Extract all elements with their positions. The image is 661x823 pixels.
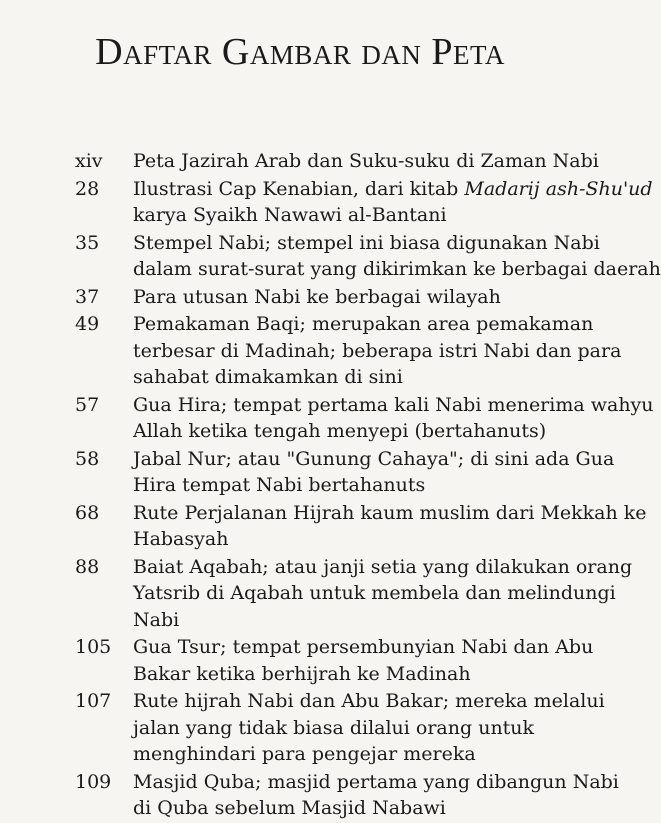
figure-description — [133, 311, 621, 391]
book-title-italic: Madarij ash-Shu'ud — [464, 177, 653, 200]
page-number: 58 — [75, 447, 100, 470]
description-line: Stempel Nabi; stempel ini biasa digunakan Nabi — [133, 231, 600, 254]
list-item — [75, 688, 605, 768]
description-line: Peta Jazirah Arab dan Suku-suku di Zaman Nabi — [133, 150, 599, 172]
list-item — [75, 311, 622, 391]
list-item — [75, 176, 653, 229]
description-line: Habasyah — [133, 528, 229, 550]
page-number: 57 — [75, 393, 100, 416]
list-item — [75, 446, 615, 499]
description-line: Gua Tsur; tempat persembunyian Nabi dan Abu — [133, 636, 594, 658]
description-line: menghindari para pengejar mereka — [133, 743, 476, 765]
description-line: Gua Hira; tempat pertama kali Nabi menerima wahyu — [133, 393, 654, 416]
description-line: Para utusan Nabi ke berbagai wilayah — [133, 285, 501, 308]
page-number: 37 — [75, 285, 100, 308]
description-line: Baiat Aqabah; atau janji setia yang dilakukan orang — [133, 555, 633, 578]
description-line: sahabat dimakamkan di sini — [133, 366, 403, 388]
description-line: Nabi — [133, 608, 180, 631]
page-number: 107 — [75, 690, 112, 712]
page-title: Daftar Gambar dan Peta — [95, 31, 505, 73]
page-number: xiv — [75, 150, 103, 172]
page-number: 28 — [75, 177, 100, 200]
figure-description — [133, 284, 585, 311]
figure-description — [133, 148, 599, 175]
list-item — [75, 769, 619, 822]
list-item — [75, 148, 599, 175]
list-item — [75, 500, 647, 553]
description-line: Rute Perjalanan Hijrah kaum muslim dari Mekkah ke — [133, 501, 647, 524]
description-line: Jabal Nur; atau "Gunung Cahaya"; di sini ada Gua — [133, 447, 615, 470]
page-number: 35 — [75, 231, 100, 254]
list-item — [75, 554, 633, 634]
figure-description — [133, 688, 605, 768]
figure-description — [133, 500, 647, 553]
description-line: terbesar di Madinah; beberapa istri Nabi dan para — [133, 339, 622, 362]
description-line: jalan yang tidak biasa dilalui orang untuk — [133, 716, 535, 739]
page-number: 88 — [75, 555, 100, 578]
list-item — [75, 634, 594, 687]
description-line: Allah ketika tengah menyepi (bertahanuts) — [133, 420, 547, 442]
figure-description — [133, 230, 661, 283]
description-line: Masjid Quba; masjid pertama yang dibangun Nabi — [133, 770, 619, 793]
figure-description — [133, 554, 632, 634]
description-line: Pemakaman Baqi; merupakan area pemakaman — [133, 313, 594, 335]
page-number: 109 — [75, 770, 112, 793]
description-text: Ilustrasi Cap Kenabian, dari kitab — [133, 177, 465, 200]
description-line: Yatsrib di Aqabah untuk membela dan melindungi — [133, 582, 616, 604]
description-line: Rute hijrah Nabi dan Abu Bakar; mereka melalui — [133, 690, 605, 712]
list-item — [75, 230, 661, 283]
list-item — [75, 392, 654, 445]
description-line: Hira tempat Nabi bertahanuts — [133, 474, 426, 496]
description-line — [133, 176, 653, 203]
figure-list — [75, 148, 661, 823]
page-number: 105 — [75, 636, 112, 658]
description-line: karya Syaikh Nawawi al-Bantani — [133, 204, 447, 226]
figure-description — [133, 446, 614, 499]
figure-description — [133, 769, 619, 822]
list-item — [75, 284, 585, 311]
description-line: dalam surat-surat yang dikirimkan ke berbagai daerah — [133, 258, 661, 280]
figure-description — [133, 176, 653, 229]
description-line: Bakar ketika berhijrah ke Madinah — [133, 662, 471, 685]
figure-description — [133, 392, 654, 445]
description-line: di Quba sebelum Masjid Nabawi — [133, 797, 446, 819]
page-number: 68 — [75, 501, 100, 524]
figure-description — [133, 634, 593, 687]
page-number: 49 — [75, 313, 100, 335]
